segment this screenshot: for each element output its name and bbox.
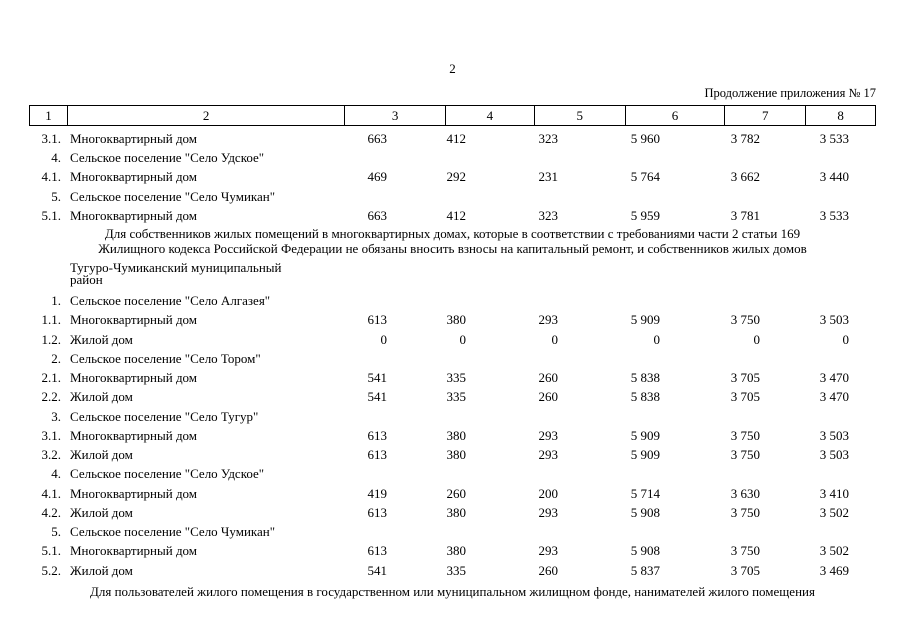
row-number: 2.2. [41,389,61,405]
header-col-6: 6 [626,106,726,125]
table-row [29,561,876,580]
cell-col-8: 3 469 [819,562,849,578]
cell-col-3: 541 [367,562,387,578]
cell-col-4: 335 [446,389,466,405]
header-col-4: 4 [446,106,535,125]
cell-col-8: 3 533 [819,131,849,146]
table-row [29,349,876,368]
cell-col-7: 3 630 [730,485,760,501]
row-name: Сельское поселение "Село Чумикан" [70,524,276,539]
cell-col-8: 3 503 [819,427,849,443]
row-number: 4. [51,150,61,166]
row-name: Многоквартирный дом [70,485,198,501]
row-number: 5.2. [41,562,61,578]
cell-col-6: 5 909 [630,312,660,328]
row-name: Многоквартирный дом [70,169,198,185]
cell-col-5: 231 [538,169,558,185]
cell-col-8: 3 470 [819,370,849,385]
row-name: Многоквартирный дом [70,370,198,385]
page-number: 2 [449,61,456,76]
cell-col-5: 293 [538,427,558,443]
cell-col-8: 0 [842,331,849,347]
row-number: 3.1. [41,131,61,146]
header-col-3: 3 [345,106,446,125]
cell-col-6: 5 764 [630,169,660,185]
row-number: 2. [51,350,61,366]
row-name: Сельское поселение "Село Тугур" [70,408,259,424]
row-name: Сельское поселение "Село Алгазея" [70,293,271,308]
table-row [29,310,876,329]
cell-col-4: 380 [446,504,466,520]
cell-col-6: 5 960 [630,131,660,146]
cell-col-6: 5 714 [630,485,660,501]
cell-col-4: 380 [446,312,466,328]
cell-col-5: 200 [538,485,558,501]
table-row [29,368,876,387]
cell-col-8: 3 503 [819,447,849,462]
cell-col-6: 0 [653,331,660,347]
cell-col-5: 293 [538,543,558,559]
cell-col-5: 293 [538,447,558,462]
section-note-line-2: Жилищного кодекса Российской Федерации не обязаны вносить взносы на капитальный ремонт, и собственников жилых домов [98,241,807,256]
table-row [29,407,876,426]
row-number: 3. [51,408,61,424]
table-row [29,445,876,464]
table-row [29,541,876,560]
cell-col-8: 3 470 [819,389,849,405]
cell-col-5: 260 [538,562,558,578]
cell-col-5: 293 [538,312,558,328]
cell-col-3: 469 [367,169,387,185]
cell-col-7: 3 750 [730,504,760,520]
table-header [29,105,876,126]
row-name: Сельское поселение "Село Удское" [70,150,265,166]
cell-col-7: 3 750 [730,447,760,462]
cell-col-5: 0 [551,331,558,347]
cell-col-7: 3 750 [730,543,760,559]
cell-col-3: 419 [367,485,387,501]
cell-col-4: 412 [446,207,466,223]
cell-col-5: 323 [538,207,558,223]
row-number: 4.1. [41,169,61,185]
table-row [29,167,876,186]
header-col-1: 1 [30,106,68,125]
table-row [29,206,876,225]
cell-col-3: 663 [367,207,387,223]
row-name: Многоквартирный дом [70,131,198,146]
district-name-line-2: район [70,272,103,287]
cell-col-8: 3 410 [819,485,849,501]
header-col-2: 2 [68,106,345,125]
cell-col-3: 613 [367,427,387,443]
cell-col-4: 260 [446,485,466,501]
cell-col-6: 5 959 [630,207,660,223]
cell-col-7: 0 [753,331,760,347]
cell-col-5: 323 [538,131,558,146]
cell-col-3: 0 [380,331,387,347]
row-number: 5.1. [41,207,61,223]
row-number: 1.2. [41,331,61,347]
cell-col-6: 5 838 [630,370,660,385]
cell-col-6: 5 837 [630,562,660,578]
cell-col-5: 293 [538,504,558,520]
cell-col-4: 380 [446,447,466,462]
row-name: Жилой дом [70,562,133,578]
cell-col-6: 5 908 [630,543,660,559]
table-row [29,522,876,541]
header-col-8: 8 [837,108,844,123]
cell-col-3: 613 [367,312,387,328]
row-number: 4.2. [41,504,61,520]
row-number: 5. [51,524,61,539]
cell-col-8: 3 440 [819,169,849,185]
row-name: Сельское поселение "Село Тором" [70,350,261,366]
row-number: 3.2. [41,447,61,462]
row-number: 1.1. [41,312,61,328]
header-col-5: 5 [535,106,626,125]
row-number: 2.1. [41,370,61,385]
cell-col-5: 260 [538,370,558,385]
row-name: Сельское поселение "Село Чумикан" [70,188,276,204]
section-note-line-1: Для собственников жилых помещений в многоквартирных домах, которые в соответствии с требованиями части 2 статьи 169 [104,226,801,241]
table-row [29,291,876,310]
table-row [29,387,876,406]
table-row [29,187,876,206]
row-name: Жилой дом [70,389,133,405]
table-row [29,129,876,148]
cell-col-8: 3 502 [819,543,849,559]
header-col-7: 7 [725,106,806,125]
cell-col-4: 412 [446,131,466,146]
row-name: Сельское поселение "Село Удское" [70,466,265,482]
cell-col-4: 380 [446,543,466,559]
row-name: Многоквартирный дом [70,543,198,559]
footer-note: Для пользователей жилого помещения в государственном или муниципальном жилищном фонде, нанимателей жилого помещения [90,584,815,599]
cell-col-7: 3 781 [730,207,760,223]
cell-col-3: 541 [367,389,387,405]
table-row [29,464,876,483]
cell-col-6: 5 909 [630,447,660,462]
row-name: Жилой дом [70,331,133,347]
row-name: Жилой дом [70,447,133,462]
appendix-continuation-note: Продолжение приложения № 17 [704,86,876,100]
cell-col-8: 3 502 [819,504,849,520]
row-name: Многоквартирный дом [70,207,198,223]
cell-col-3: 613 [367,543,387,559]
row-number: 5.1. [41,543,61,559]
cell-col-7: 3 705 [730,562,760,578]
cell-col-3: 613 [367,504,387,520]
table-row [29,503,876,522]
cell-col-4: 335 [446,370,466,385]
district-name-line-1: Тугуро-Чумиканский муниципальный [70,260,282,275]
cell-col-6: 5 909 [630,427,660,443]
cell-col-7: 3 662 [730,169,760,185]
cell-col-3: 541 [367,370,387,385]
table-row [29,426,876,445]
district-name [70,262,320,286]
row-number: 5. [51,188,61,204]
row-number: 3.1. [41,427,61,443]
cell-col-4: 0 [459,331,466,347]
cell-col-3: 663 [367,131,387,146]
cell-col-3: 613 [367,447,387,462]
table-row [29,330,876,349]
row-number: 4.1. [41,485,61,501]
row-number: 1. [51,293,61,308]
cell-col-8: 3 503 [819,312,849,328]
row-number: 4. [51,466,61,482]
cell-col-6: 5 908 [630,504,660,520]
cell-col-4: 292 [446,169,466,185]
cell-col-7: 3 705 [730,389,760,405]
row-name: Многоквартирный дом [70,312,198,328]
cell-col-4: 335 [446,562,466,578]
cell-col-8: 3 533 [819,207,849,223]
cell-col-6: 5 838 [630,389,660,405]
table-row [29,484,876,503]
cell-col-7: 3 705 [730,370,760,385]
cell-col-7: 3 750 [730,312,760,328]
row-name: Многоквартирный дом [70,427,198,443]
cell-col-4: 380 [446,427,466,443]
row-name: Жилой дом [70,504,133,520]
cell-col-7: 3 750 [730,427,760,443]
table-row [29,148,876,167]
cell-col-7: 3 782 [730,131,760,146]
cell-col-5: 260 [538,389,558,405]
